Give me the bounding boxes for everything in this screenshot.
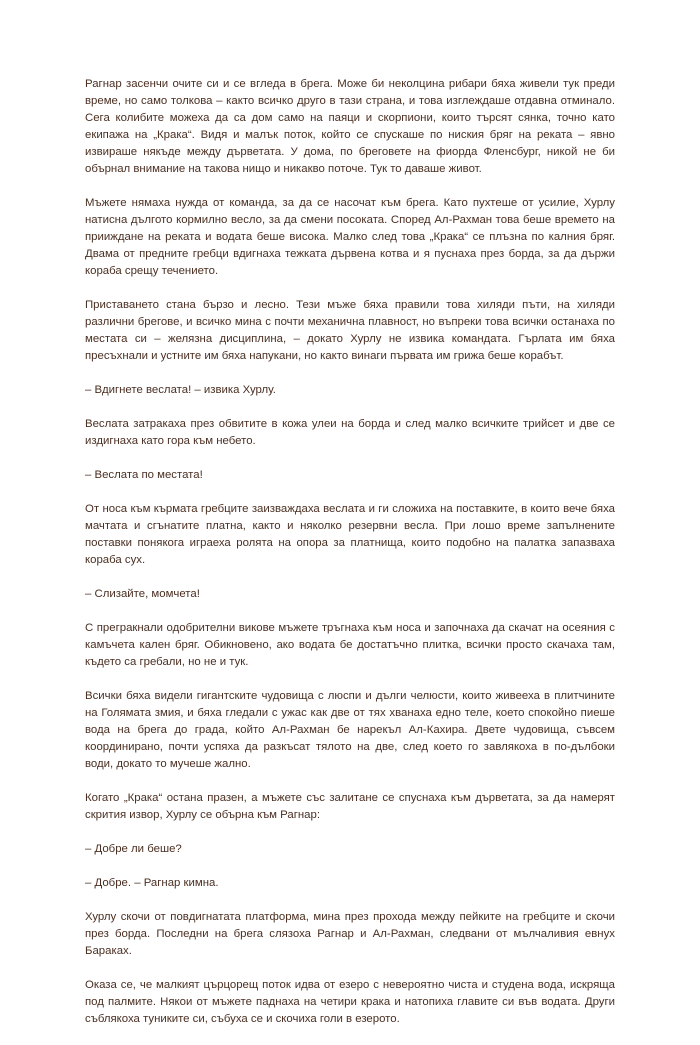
paragraph-10: Всички бяха видели гигантските чудовища с люспи и дълги челюсти, които живееха в плитчините на Голямата змия, и бяха гледали с ужас как две от тях хванаха едно теле, което спокойно пиеше вода на брега до града, който Ал-Рахман бе нарекъл Ал-Кахира. Двете чудовища, съвсем координирано, почти успяха да разкъсат тялото на две, след което го завлякоха в по-дълбоки води, докато то мучеше жално. (85, 690, 615, 770)
dialogue-line: – Добре. – Рагнар кимна. (85, 877, 219, 889)
paragraph-11: Когато „Крака“ остана празен, а мъжете със залитане се спуснаха към дърветата, за да намерят скрития извор, Хурлу се обърна към Рагнар: (85, 792, 615, 821)
dialogue-line: – Вдигнете веслата! – извика Хурлу. (85, 384, 276, 396)
dialogue-line: – Добре ли беше? (85, 843, 182, 855)
dialogue-line: – Веслата по местата! (85, 469, 203, 481)
paragraph-15: Оказа се, че малкият църцорещ поток идва от езеро с невероятно чиста и студена вода, искряща под палмите. Някои от мъжете паднаха на четири крака и натопиха главите си във водата. Други съблякоха туниките си, събуха се и скочиха голи в езерото. (85, 979, 615, 1025)
paragraph-9: С прегракнали одобрителни викове мъжете тръгнаха към носа и започнаха да скачат на осеяния с камъчета кален бряг. Обикновено, ако водата бе достатъчно плитка, всички просто скачаха там, където са гребали, но не и тук. (85, 622, 615, 668)
paragraph-3: Приставането стана бързо и лесно. Тези мъже бяха правили това хиляди пъти, на хиляди различни брегове, и всичко мина с почти механична плавност, но въпреки това всички останаха по местата си – желязна дисциплина, – докато Хурлу не извика командата. Гърлата им бяха пресъхнали и устните им бяха напукани, но както винаги първата им грижа беше корабът. (85, 299, 615, 362)
dialogue-line: – Слизайте, момчета! (85, 588, 200, 600)
paragraph-1: Рагнар засенчи очите си и се вгледа в брега. Може би неколцина рибари бяха живели тук преди време, но само толкова – както всичко друго в тази страна, и това изглеждаше отдавна отминало. Сега колибите можеха да са дом само на паяци и скорпиони, които търсят сянка, точно като екипажа на „Крака“. Видя и малък поток, който се спускаше по ниския бряг на реката – явно извираше някъде между дърветата. У дома, по бреговете на фиорда Фленсбург, никой не би обърнал внимание на такова нищо и никакво поточе. Тук то даваше живот. (85, 78, 615, 175)
paragraph-2: Мъжете нямаха нужда от команда, за да се насочат към брега. Като пухтеше от усилие, Хурлу натисна дългото кормилно весло, за да смени посоката. Според Ал-Рахман това беше времето на прииждане на реката и водата беше висока. Малко след това „Крака“ се плъзна по калния бряг. Двама от предните гребци вдигнаха тежката дървена котва и я пуснаха през борда, за да държи кораба срещу течението. (85, 197, 615, 277)
document-body (85, 76, 615, 1045)
paragraph-5: Веслата затракаха през обвитите в кожа улеи на борда и след малко всичките трийсет и две се издигнаха като гора към небето. (85, 418, 615, 447)
paragraph-14: Хурлу скочи от повдигнатата платформа, мина през прохода между пейките на гребците и скочи през борда. Последни на брега слязоха Рагнар и Ал-Рахман, следвани от мълчаливия евнух Бараках. (85, 911, 615, 957)
paragraph-7: От носа към кърмата гребците заизваждаха веслата и ги сложиха на поставките, в които вече бяха мачтата и сгънатите платна, както и няколко резервни весла. При лошо време запълнените поставки понякога играеха ролята на опора за платнища, които подобно на палатка запазваха кораба сух. (85, 503, 615, 566)
